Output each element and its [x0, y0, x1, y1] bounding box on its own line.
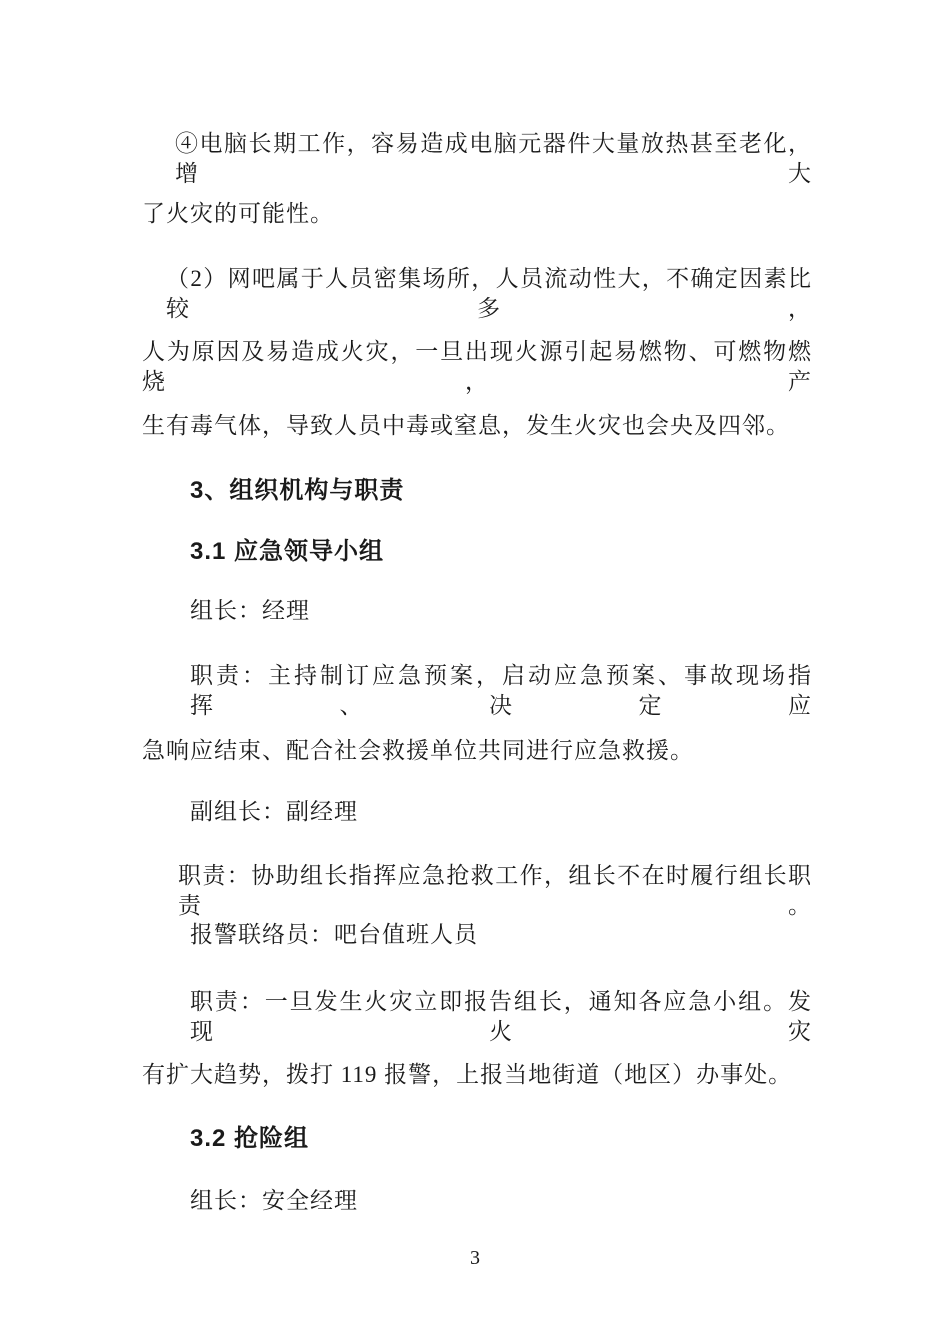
body-text-line: 职责：主持制订应急预案，启动应急预案、事故现场指挥、决定应: [190, 663, 812, 718]
section-heading: 3、组织机构与职责: [190, 477, 405, 504]
body-text-line: 生有毒气体，导致人员中毒或窒息，发生火灾也会央及四邻。: [142, 413, 790, 438]
body-text-line: 报警联络员：吧台值班人员: [190, 922, 478, 947]
page-number: 3: [470, 1247, 480, 1269]
body-text-line: 急响应结束、配合社会救援单位共同进行应急救援。: [142, 738, 694, 763]
body-text-line: 人为原因及易造成火灾，一旦出现火源引起易燃物、可燃物燃烧，产: [142, 339, 812, 394]
body-text-line: 职责：协助组长指挥应急抢救工作，组长不在时履行组长职责。: [178, 863, 812, 918]
section-heading: 3.1 应急领导小组: [190, 538, 385, 565]
section-heading: 3.2 抢险组: [190, 1125, 310, 1152]
body-text-line: 职责：一旦发生火灾立即报告组长，通知各应急小组。发现火灾: [190, 989, 812, 1044]
body-text-line: （2）网吧属于人员密集场所，人员流动性大，不确定因素比较多，: [166, 266, 812, 321]
body-text-line: 有扩大趋势，拨打 119 报警，上报当地街道（地区）办事处。: [142, 1062, 793, 1087]
body-text-line: 了火灾的可能性。: [142, 201, 334, 226]
body-text-line: 副组长：副经理: [190, 799, 358, 824]
body-text-line: 组长：经理: [190, 598, 310, 623]
body-text-line: ④电脑长期工作，容易造成电脑元器件大量放热甚至老化，增大: [175, 131, 812, 186]
body-text-line: 组长：安全经理: [190, 1188, 358, 1213]
